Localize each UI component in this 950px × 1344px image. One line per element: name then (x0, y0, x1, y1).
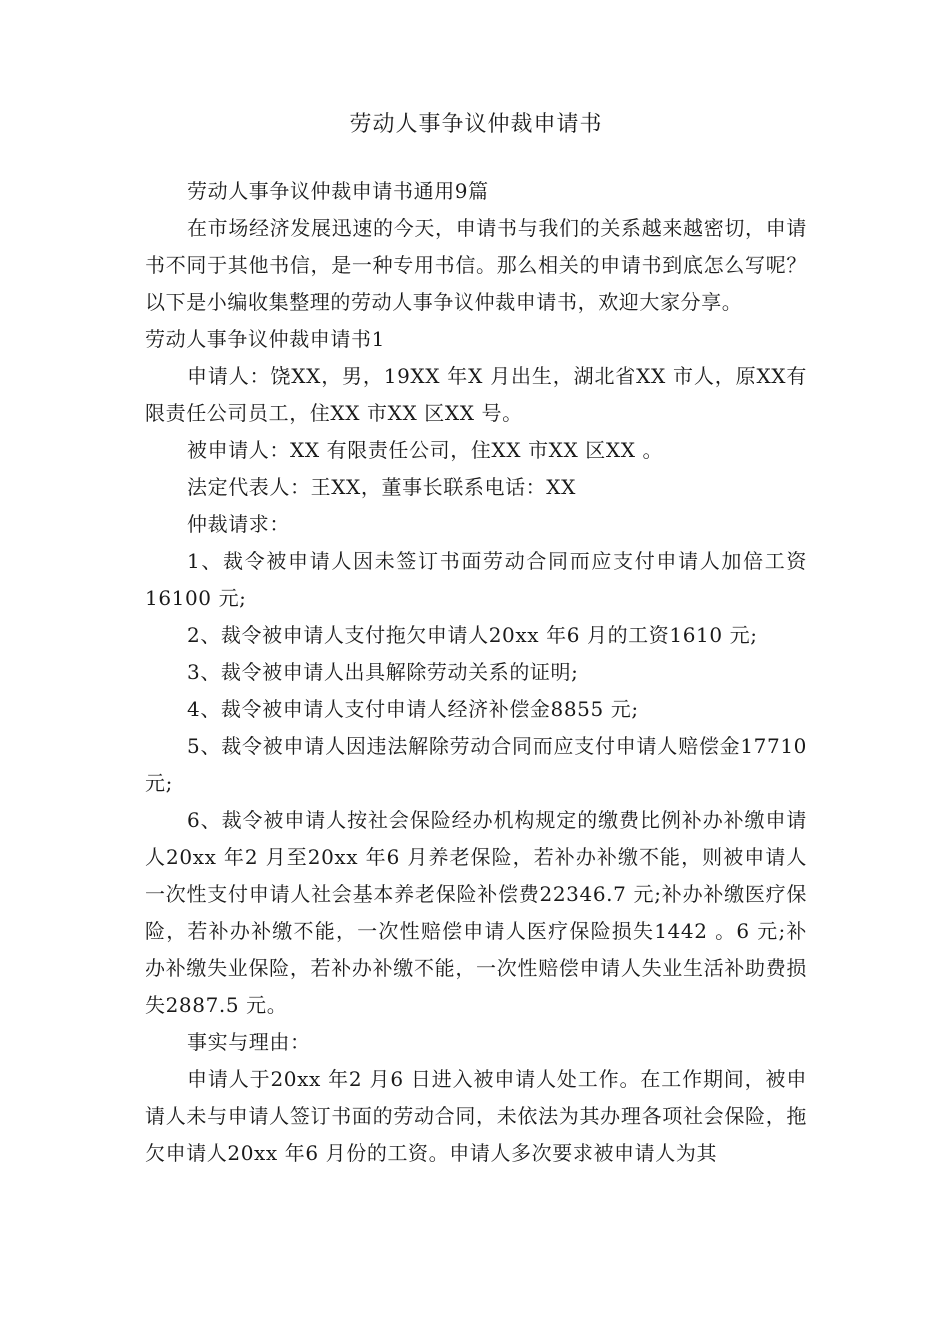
subtitle-paragraph: 劳动人事争议仲裁申请书通用9篇 (187, 179, 489, 203)
claim-item: 2、裁令被申请人支付拖欠申请人20xx 年6 月的工资1610 元; (187, 623, 758, 647)
applicant-paragraph: 申请人：饶XX，男，19XX 年X 月出生，湖北省XX 市人，原XX有限责任公司员工，住XX 市XX 区XX 号。 (145, 364, 807, 425)
document-page (145, 100, 807, 1172)
claim-item: 1、裁令被申请人因未签订书面劳动合同而应支付申请人加倍工资16100 元; (145, 549, 807, 610)
intro-paragraph: 在市场经济发展迅速的今天，申请书与我们的关系越来越密切，申请书不同于其他书信，是一种专用书信。那么相关的申请书到底怎么写呢？以下是小编收集整理的劳动人事争议仲裁申请书，欢迎大家分享。 (145, 216, 807, 314)
document-title: 劳动人事争议仲裁申请书 (349, 112, 603, 137)
claims-heading: 仲裁请求： (187, 512, 290, 536)
facts-heading: 事实与理由： (187, 1030, 311, 1054)
claim-item: 3、裁令被申请人出具解除劳动关系的证明; (187, 660, 579, 684)
claim-item: 6、裁令被申请人按社会保险经办机构规定的缴费比例补办补缴申请人20xx 年2 月至20xx 年6 月养老保险，若补办补缴不能，则被申请人一次性支付申请人社会基本养老保险补偿费22346.7 元;补办补缴医疗保险，若补办补缴不能，一次性赔偿申请人医疗保险损失1442 。6 元;补办补缴失业保险，若补办补缴不能，一次性赔偿申请人失业生活补助费损失2887.5 元。 (145, 808, 807, 1017)
facts-paragraph: 申请人于20xx 年2 月6 日进入被申请人处工作。在工作期间，被申请人未与申请人签订书面的劳动合同，未依法为其办理各项社会保险，拖欠申请人20xx 年6 月份的工资。申请人多次要求被申请人为其 (145, 1067, 807, 1165)
claim-item: 5、裁令被申请人因违法解除劳动合同而应支付申请人赔偿金17710 元; (145, 734, 807, 795)
section-heading: 劳动人事争议仲裁申请书1 (145, 327, 385, 351)
claim-item: 4、裁令被申请人支付申请人经济补偿金8855 元; (187, 697, 639, 721)
legal-representative-paragraph: 法定代表人：王XX，董事长联系电话：XX (187, 475, 576, 499)
respondent-paragraph: 被申请人：XX 有限责任公司，住XX 市XX 区XX 。 (187, 438, 664, 462)
